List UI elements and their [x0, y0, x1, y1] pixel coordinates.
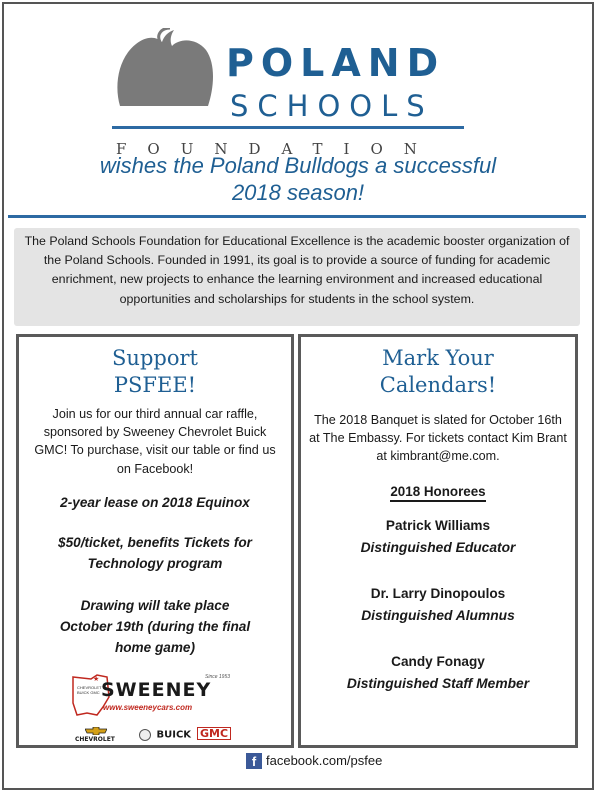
support-title-line2: PSFEE! — [113, 373, 197, 397]
facebook-icon: f — [246, 753, 262, 769]
drawing-info — [25, 595, 285, 658]
chevrolet-label: CHEVROLET — [75, 736, 115, 743]
sweeney-since: Since 1953 — [205, 674, 231, 680]
logo-divider — [112, 126, 464, 129]
svg-text:★: ★ — [93, 675, 100, 683]
facebook-url[interactable]: facebook.com/psfee — [266, 753, 383, 769]
tagline-line2: 2018 season! — [231, 180, 365, 205]
drawing-info-line3: home game) — [114, 639, 196, 655]
logo-foundation: FOUNDATION — [116, 140, 438, 158]
about-text: The Poland Schools Foundation for Educational Excellence is the academic booster organization of the Poland Schools. Founded in 1991, its goal is to provide a source of funding for academic enrichment, new projects to enhance the learning environment and increased educational opportunities and scholarships for students in the school system. — [24, 234, 570, 306]
sweeney-name: SWEENEY — [101, 679, 212, 701]
honoree — [301, 515, 575, 559]
tagline — [20, 152, 576, 206]
brand-logos — [75, 727, 251, 745]
honorees-heading-text: 2018 Honorees — [390, 484, 485, 502]
gmc-logo — [197, 727, 231, 740]
sweeney-logo — [71, 673, 247, 717]
support-panel — [16, 334, 294, 748]
banquet-info: The 2018 Banquet is slated for October 16th at The Embassy. For tickets contact Kim Brant at kimbrant@me.com. — [309, 413, 567, 464]
sweeney-url: www.sweeneycars.com — [103, 703, 193, 712]
buick-label: BUICK — [156, 729, 192, 741]
honoree-name: Patrick Williams — [385, 517, 491, 533]
gmc-label: GMC — [197, 727, 231, 740]
calendar-title-line1: Mark Your — [382, 346, 494, 370]
buick-logo — [139, 729, 191, 741]
ticket-price-line2: Technology program — [87, 555, 223, 571]
calendar-panel — [298, 334, 578, 748]
logo-schools: SCHOOLS — [230, 89, 434, 123]
support-body: Join us for our third annual car raffle, sponsored by Sweeney Chevrolet Buick GMC! To purchase, visit our table or find us on Facebook! — [34, 407, 276, 476]
calendar-title-line2: Calendars! — [379, 373, 497, 397]
header-divider — [8, 215, 586, 218]
honoree-name: Candy Fonagy — [391, 653, 485, 669]
honoree-role: Distinguished Educator — [360, 539, 516, 555]
about-panel — [14, 228, 580, 326]
support-title — [19, 345, 291, 399]
honoree — [301, 583, 575, 627]
drawing-info-line2: October 19th (during the final — [59, 618, 251, 634]
facebook-link[interactable] — [246, 752, 382, 770]
drawing-info-line1: Drawing will take place — [80, 597, 230, 613]
ticket-price — [25, 532, 285, 574]
honoree — [301, 651, 575, 695]
honoree-name: Dr. Larry Dinopoulos — [370, 585, 506, 601]
chevrolet-bowtie-icon — [85, 727, 107, 735]
logo-poland: POLAND — [226, 41, 446, 85]
foundation-logo — [112, 22, 482, 158]
support-title-line1: Support — [112, 346, 198, 370]
honoree-role: Distinguished Staff Member — [346, 675, 530, 691]
buick-shield-icon — [139, 729, 151, 741]
raffle-prize: 2-year lease on 2018 Equinox — [60, 494, 250, 510]
chevrolet-logo — [75, 727, 115, 743]
ohio-brands-text: CHEVROLET BUICK GMC — [77, 685, 102, 695]
calendar-title — [301, 345, 575, 399]
honoree-role: Distinguished Alumnus — [361, 607, 515, 623]
honorees-heading — [301, 484, 575, 499]
apple-logo-icon — [112, 28, 216, 108]
tagline-line1: wishes the Poland Bulldogs a successful — [99, 153, 497, 178]
ticket-price-line1: $50/ticket, benefits Tickets for — [58, 534, 252, 550]
